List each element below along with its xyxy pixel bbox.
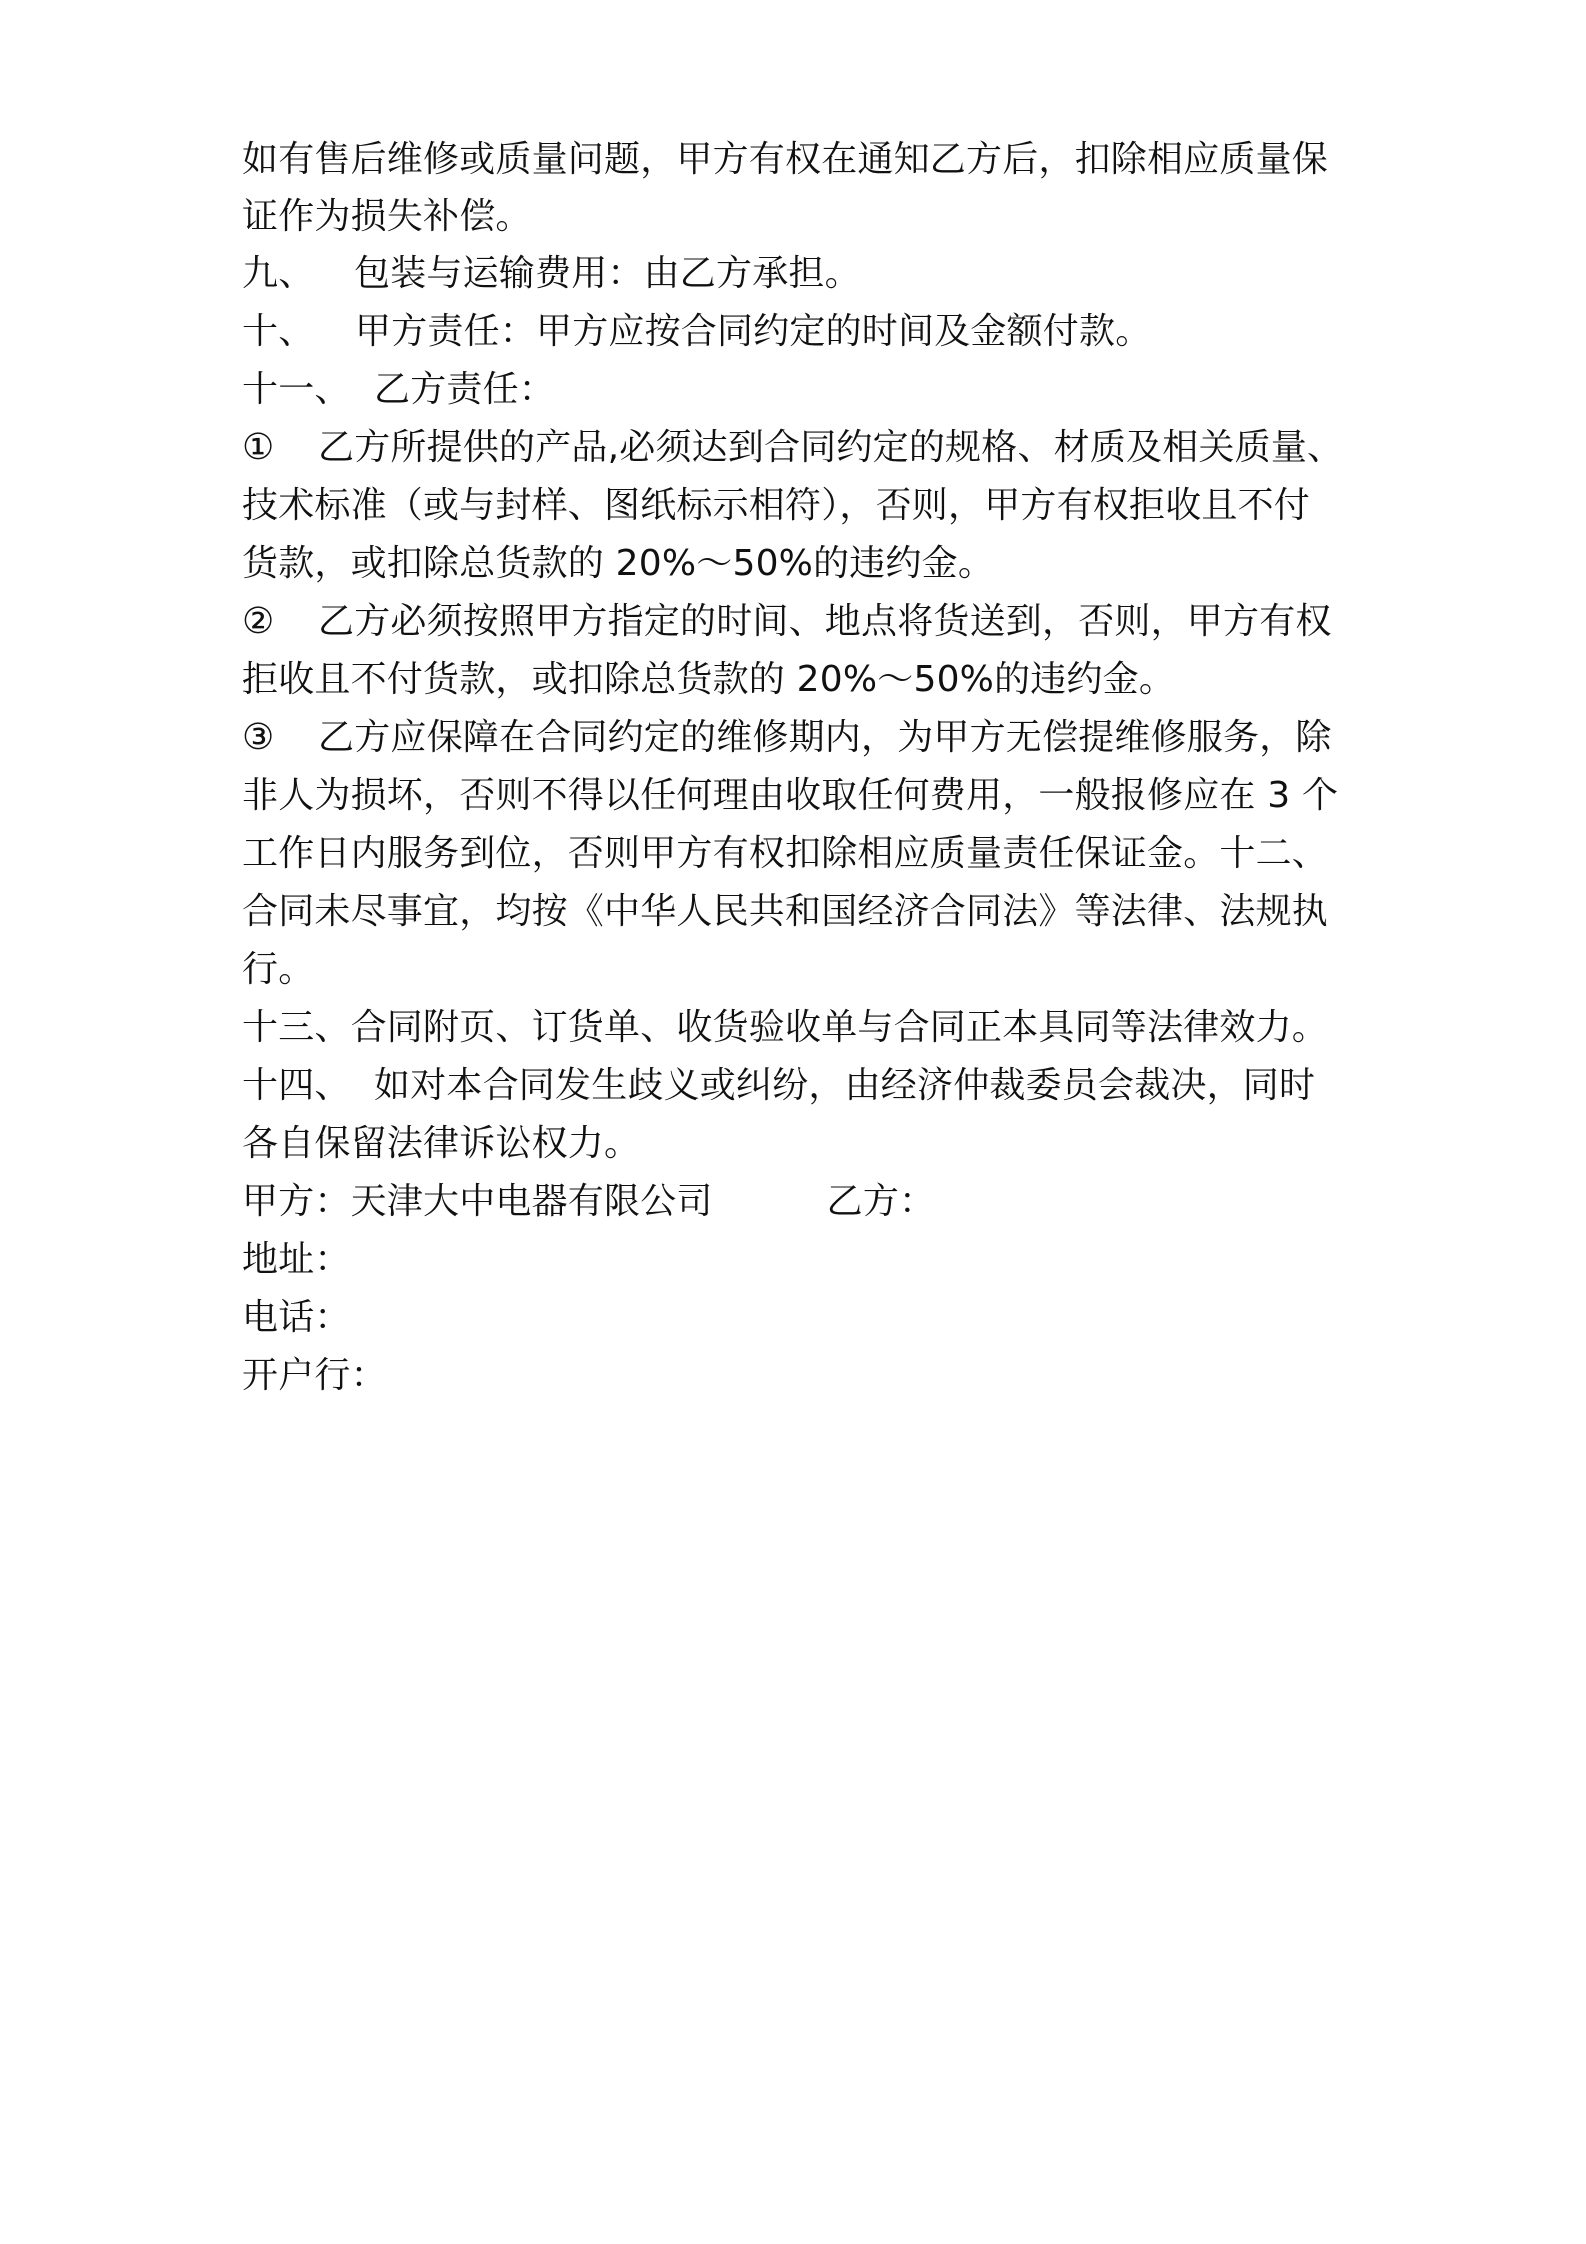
clause-12-line-2: 行。 xyxy=(242,949,315,990)
sub-clause-1-text: 乙方所提供的产品,必须达到合同约定的规格、材质及相关质量、 xyxy=(318,427,1344,468)
clause-13: 十三、合同附页、订货单、收货验收单与合同正本具同等法律效力。 xyxy=(242,1007,1329,1048)
sub-clause-2-line-2: 拒收且不付货款，或扣除总货款的 20%～50%的违约金。 xyxy=(242,659,1176,700)
clause-10-number: 十、 xyxy=(242,311,315,352)
clause-14-text: 如对本合同发生歧义或纠纷，由经济仲裁委员会裁决，同时 xyxy=(374,1065,1316,1106)
party-b-label: 乙方： xyxy=(826,1181,936,1222)
clause-9 xyxy=(242,250,1362,298)
sub-clause-3 xyxy=(242,714,1362,762)
bank-label: 开户行： xyxy=(242,1355,387,1396)
clause-9-text: 包装与运输费用：由乙方承担。 xyxy=(354,253,861,294)
party-a-label: 甲方： xyxy=(242,1181,351,1222)
clause-11 xyxy=(242,366,1362,414)
clause-9-number: 九、 xyxy=(242,253,315,294)
sub-clause-2-number: ② xyxy=(242,601,275,642)
sub-clause-3-text: 乙方应保障在合同约定的维修期内，为甲方无偿提维修服务，除 xyxy=(318,717,1332,758)
sub-clause-1 xyxy=(242,424,1362,472)
sub-clause-1-line-2: 技术标准（或与封样、图纸标示相符），否则，甲方有权拒收且不付 xyxy=(242,485,1311,526)
sub-clause-3-line-3: 工作日内服务到位，否则甲方有权扣除相应质量责任保证金。十二、 xyxy=(242,833,1329,874)
clause-14 xyxy=(242,1062,1362,1110)
sub-clause-2 xyxy=(242,598,1362,646)
clause-8-continued-line-2: 证作为损失补偿。 xyxy=(242,196,532,237)
clause-8-continued-line-1: 如有售后维修或质量问题，甲方有权在通知乙方后，扣除相应质量保 xyxy=(242,139,1329,180)
clause-11-number: 十一、 xyxy=(242,369,351,410)
clause-10 xyxy=(242,308,1362,356)
phone-label: 电话： xyxy=(242,1297,351,1338)
address-label: 地址： xyxy=(242,1239,351,1280)
clause-12-line-1: 合同未尽事宜，均按《中华人民共和国经济合同法》等法律、法规执 xyxy=(242,891,1329,932)
clause-14-line-2: 各自保留法律诉讼权力。 xyxy=(242,1123,641,1164)
sub-clause-3-line-2: 非人为损坏，否则不得以任何理由收取任何费用，一般报修应在 3 个 xyxy=(242,775,1339,816)
sub-clause-1-number: ① xyxy=(242,427,275,468)
clause-11-text: 乙方责任： xyxy=(374,369,556,410)
sub-clause-2-text: 乙方必须按照甲方指定的时间、地点将货送到，否则，甲方有权 xyxy=(318,601,1332,642)
party-a-name: 天津大中电器有限公司 xyxy=(350,1181,713,1222)
clause-14-number: 十四、 xyxy=(242,1065,351,1106)
clause-10-text: 甲方责任：甲方应按合同约定的时间及金额付款。 xyxy=(355,311,1152,352)
signature-parties xyxy=(242,1178,1362,1226)
sub-clause-3-number: ③ xyxy=(242,717,275,758)
sub-clause-1-line-3: 货款，或扣除总货款的 20%～50%的违约金。 xyxy=(242,543,995,584)
